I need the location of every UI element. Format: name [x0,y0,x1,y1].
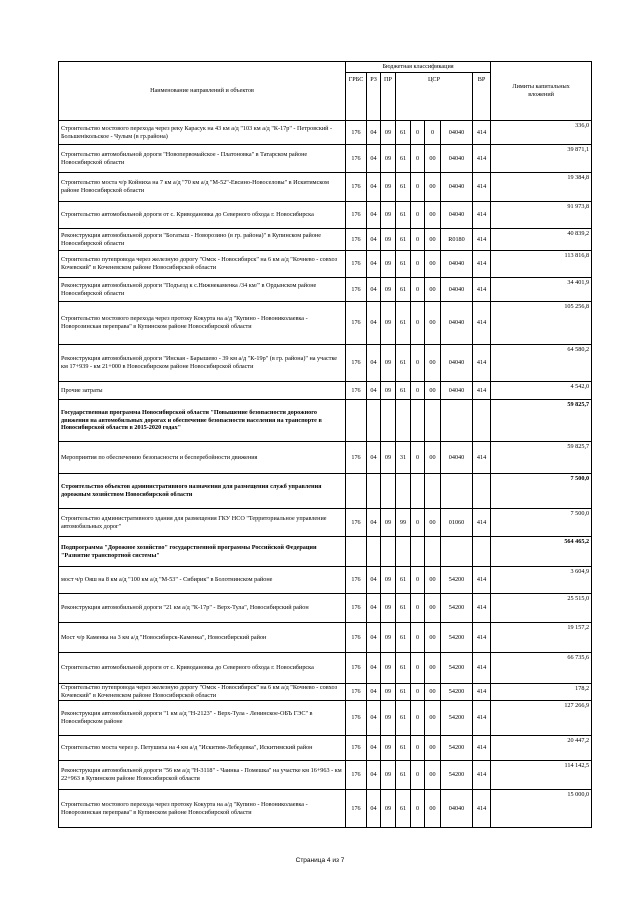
row-grbs: 176 [346,382,367,400]
row-pr: 09 [381,229,396,251]
row-vr: 414 [473,653,491,684]
row-c4: 04040 [441,173,473,202]
row-pr [381,400,396,442]
row-c2 [411,474,425,509]
row-amount: 4 542,0 [491,382,592,400]
row-vr: 414 [473,278,491,302]
row-amount: 64 580,2 [491,345,592,382]
row-c3: 00 [425,567,441,594]
row-amount: 19 384,8 [491,173,592,202]
row-pr: 09 [381,594,396,623]
table-row [59,278,592,302]
row-grbs: 176 [346,594,367,623]
row-c1: 61 [396,684,411,701]
row-c3: 00 [425,761,441,790]
row-name: Строительство объектов административного назначения для размещения служб управления дорожным хозяйством Новосибирской области [59,474,346,509]
row-name: Реконструкция автомобильной дороги "56 км а/д "Н-3118" - Чаинка - Помешка" на участке км 16+963 - км 22+963 в Купинском районе Новосибирской области [59,761,346,790]
row-c2: 0 [411,345,425,382]
row-amount: 25 515,0 [491,594,592,623]
row-name: Строительство моста ч/р Койниха на 7 км а/д "70 км а/д "М-52"-Евсино-Новоселовы" в Искитимском районе Новосибирской области [59,173,346,202]
row-c2: 0 [411,684,425,701]
row-vr [473,400,491,442]
row-grbs: 176 [346,345,367,382]
row-rz [367,537,381,567]
row-grbs: 176 [346,229,367,251]
row-c4 [441,400,473,442]
header-grbs: ГРБС [346,73,367,121]
row-vr: 414 [473,173,491,202]
row-c2: 0 [411,173,425,202]
row-c2: 0 [411,761,425,790]
row-c4 [441,474,473,509]
row-amount: 39 871,1 [491,145,592,173]
row-name: Строительство автомобильной дороги от с. Криводановка до Северного обхода г. Новосибирска [59,202,346,229]
row-c1: 61 [396,345,411,382]
row-c3: 00 [425,251,441,278]
row-amount: 15 000,0 [491,790,592,828]
table-row [59,442,592,474]
row-grbs [346,400,367,442]
row-grbs: 176 [346,251,367,278]
row-pr: 09 [381,251,396,278]
row-vr: 414 [473,736,491,761]
row-c4: 54200 [441,623,473,653]
row-c1: 61 [396,229,411,251]
row-pr: 09 [381,653,396,684]
table-row [59,537,592,567]
row-grbs: 176 [346,736,367,761]
row-amount: 66 735,6 [491,653,592,684]
row-vr [473,537,491,567]
table-row [59,229,592,251]
row-rz: 04 [367,121,381,145]
header-name: Наименование направлений и объектов [59,62,346,121]
row-amount: 3 604,9 [491,567,592,594]
table-row [59,567,592,594]
row-c3: 00 [425,442,441,474]
row-name: Строительство мостового перехода через протоку Кокурта на а/д "Купино - Новониколаевка - Новорозинская переправа" в Купинском районе Новосибирской области [59,790,346,828]
row-grbs: 176 [346,567,367,594]
row-name: Государственная программа Новосибирской области "Повышение безопасности дорожного движения на автомобильных дорогах и обеспечение безопасности населения на транспорте в Новосибирской области в 2015-2020 годах" [59,400,346,442]
row-c3: 00 [425,509,441,537]
row-grbs: 176 [346,278,367,302]
row-pr: 09 [381,173,396,202]
row-c2: 0 [411,278,425,302]
row-c1: 61 [396,251,411,278]
row-amount: 40 839,2 [491,229,592,251]
row-pr: 09 [381,145,396,173]
row-c3: 00 [425,302,441,345]
row-grbs: 176 [346,302,367,345]
row-rz [367,474,381,509]
row-rz: 04 [367,761,381,790]
row-rz: 04 [367,567,381,594]
table-row [59,173,592,202]
row-name: Реконструкция автомобильной дороги "Богатыш - Новорозино (в гр. района)" в Купинском районе Новосибирской области [59,229,346,251]
row-grbs: 176 [346,701,367,736]
table-row [59,345,592,382]
row-amount: 20 447,2 [491,736,592,761]
row-pr: 09 [381,202,396,229]
row-c3: 00 [425,382,441,400]
row-rz: 04 [367,736,381,761]
row-c3: 00 [425,790,441,828]
row-c2: 0 [411,145,425,173]
row-rz: 04 [367,701,381,736]
row-c4: 04040 [441,382,473,400]
row-c2: 0 [411,594,425,623]
row-grbs: 176 [346,684,367,701]
row-amount: 105 256,8 [491,302,592,345]
row-rz: 04 [367,229,381,251]
row-name: Реконструкция автомобильной дороги "Подъезд к с.Нижнекаменка /34 км/" в Ордынском районе Новосибирской области [59,278,346,302]
row-pr: 09 [381,701,396,736]
row-vr: 414 [473,121,491,145]
row-amount: 564 465,2 [491,537,592,567]
row-rz: 04 [367,345,381,382]
row-c2: 0 [411,701,425,736]
row-name: Реконструкция автомобильной дороги "1 км а/д "Н-2123" - Верх-Тула - Ленинское-ОБЪ ГЭС" в Новосибирском районе [59,701,346,736]
row-c1: 61 [396,761,411,790]
table-row [59,790,592,828]
row-amount: 59 825,7 [491,400,592,442]
row-c3: 00 [425,229,441,251]
row-c1: 61 [396,382,411,400]
row-c1: 61 [396,567,411,594]
row-vr: 414 [473,302,491,345]
row-c2 [411,537,425,567]
table-row [59,474,592,509]
row-c3: 0 [425,121,441,145]
row-name: Строительство путепровода через железную дорогу "Омск - Новосибирск" на 6 км а/д "Кочнево - совхоз Кочевский" в Коченевском районе Новосибирской области [59,251,346,278]
row-c4: 04040 [441,790,473,828]
table-row [59,202,592,229]
row-vr: 414 [473,442,491,474]
row-name: Реконструкция автомобильной дороги "Инская - Барышево - 39 км а/д "К-19р" (в гр. района)" на участке км 17+939 - км 21+000 в Новосибирском районе Новосибирской области [59,345,346,382]
row-rz: 04 [367,442,381,474]
row-pr [381,537,396,567]
table-row [59,145,592,173]
row-name: Строительство мостового перехода через протоку Кокурта на а/д "Купино - Новониколаевка - Новорозинская переправа" в Купинском районе Новосибирской области [59,302,346,345]
row-name: Строительство моста через р. Петушиха на 4 км а/д "Искитим-Лебедевка", Искитимский район [59,736,346,761]
row-name: Строительство автомобильной дороги "Новопервомайское - Платоновка" в Татарском районе Новосибирской области [59,145,346,173]
row-vr: 414 [473,382,491,400]
row-c1: 61 [396,623,411,653]
row-c4 [441,537,473,567]
row-amount: 7 500,0 [491,509,592,537]
row-pr: 09 [381,382,396,400]
row-rz: 04 [367,382,381,400]
table-row [59,736,592,761]
row-vr: 414 [473,701,491,736]
row-c1: 61 [396,736,411,761]
row-c2: 0 [411,653,425,684]
row-c4: 54200 [441,594,473,623]
row-rz: 04 [367,173,381,202]
row-grbs: 176 [346,623,367,653]
row-c1: 61 [396,278,411,302]
row-vr: 414 [473,345,491,382]
row-grbs: 176 [346,202,367,229]
header-limits: Лимиты капитальных вложений [491,62,592,121]
table-row [59,121,592,145]
row-c1: 61 [396,701,411,736]
row-amount: 178,2 [491,684,592,701]
row-grbs: 176 [346,790,367,828]
row-vr [473,474,491,509]
row-rz: 04 [367,594,381,623]
row-c4: 04040 [441,302,473,345]
row-rz: 04 [367,251,381,278]
row-rz: 04 [367,278,381,302]
row-grbs: 176 [346,173,367,202]
row-rz: 04 [367,145,381,173]
row-rz: 04 [367,653,381,684]
row-c4: 04040 [441,278,473,302]
row-pr [381,474,396,509]
table-row [59,509,592,537]
row-name: Мост ч/р Каменка на 3 км а/д "Новосибирск-Каменка", Новосибирский район [59,623,346,653]
row-vr: 414 [473,509,491,537]
table-row [59,594,592,623]
row-c1: 61 [396,173,411,202]
row-c4: 01060 [441,509,473,537]
row-c2 [411,400,425,442]
row-pr: 09 [381,684,396,701]
row-name: Строительство путепровода через железную дорогу "Омск - Новосибирск" на 6 км а/д "Кочнево - совхоз Кочевский" в Коченевском районе Новосибирской области [59,684,346,701]
header-budget-class: Бюджетная классификация [346,62,491,73]
row-pr: 09 [381,567,396,594]
row-rz: 04 [367,302,381,345]
row-amount: 91 973,8 [491,202,592,229]
row-pr: 09 [381,442,396,474]
row-amount: 113 816,8 [491,251,592,278]
row-name: Строительство автомобильной дороги от с. Криводановка до Северного обхода г. Новосибирска [59,653,346,684]
row-c1: 31 [396,442,411,474]
row-c3: 00 [425,701,441,736]
row-c2: 0 [411,229,425,251]
row-c2: 0 [411,202,425,229]
row-pr: 09 [381,302,396,345]
row-c4: 04040 [441,251,473,278]
row-grbs: 176 [346,121,367,145]
row-c2: 0 [411,382,425,400]
row-name: Мероприятия по обеспечению безопасности и бесперебойности движения [59,442,346,474]
row-c4: 04040 [441,145,473,173]
row-c2: 0 [411,302,425,345]
row-c3: 00 [425,594,441,623]
row-c3 [425,400,441,442]
row-c3: 00 [425,173,441,202]
header-pr: ПР [381,73,396,121]
row-c1: 61 [396,790,411,828]
row-vr: 414 [473,202,491,229]
row-c3: 00 [425,684,441,701]
row-c1: 61 [396,302,411,345]
row-vr: 414 [473,684,491,701]
page-number: Страница 4 из 7 [295,857,345,864]
row-amount: 127 266,9 [491,701,592,736]
row-c4: 04040 [441,121,473,145]
row-amount: 7 500,0 [491,474,592,509]
row-rz: 04 [367,623,381,653]
row-pr: 09 [381,509,396,537]
row-name: Подпрограмма "Дорожное хозяйство" государственной программы Российской Федерации "Развитие транспортной системы" [59,537,346,567]
row-amount: 336,0 [491,121,592,145]
row-vr: 414 [473,251,491,278]
row-c1: 61 [396,594,411,623]
row-grbs [346,537,367,567]
row-vr: 414 [473,145,491,173]
row-c1 [396,537,411,567]
header-csr: ЦСР [396,73,473,121]
row-name: Строительство мостового перехода через реку Карасук на 43 км а/д "103 км а/д "К-17р" - Петровский - Большенікольское - Чулым (в гр.района) [59,121,346,145]
header-row-1 [59,62,592,73]
row-c2: 0 [411,567,425,594]
row-c2: 0 [411,790,425,828]
table-row [59,251,592,278]
header-vr: ВР [473,73,491,121]
row-c2: 0 [411,509,425,537]
row-c4: 54200 [441,653,473,684]
row-c2: 0 [411,623,425,653]
row-c4: 54200 [441,736,473,761]
table-row [59,382,592,400]
row-vr: 414 [473,594,491,623]
header-rz: РЗ [367,73,381,121]
table-row [59,623,592,653]
budget-table [58,61,592,828]
row-c3: 00 [425,278,441,302]
row-vr: 414 [473,623,491,653]
row-c3: 00 [425,345,441,382]
row-name: Реконструкция автомобильной дороги "21 км а/д "К-17р" - Верх-Тула", Новосибирский район [59,594,346,623]
row-grbs: 176 [346,761,367,790]
row-c4: 04040 [441,442,473,474]
row-vr: 414 [473,567,491,594]
row-pr: 09 [381,736,396,761]
row-amount: 19 157,2 [491,623,592,653]
row-c4: 54200 [441,761,473,790]
row-c3 [425,474,441,509]
row-c1 [396,474,411,509]
row-rz [367,400,381,442]
row-pr: 09 [381,761,396,790]
table-row [59,653,592,684]
row-c3: 00 [425,736,441,761]
row-c4: 04040 [441,345,473,382]
row-c3: 00 [425,145,441,173]
row-pr: 09 [381,790,396,828]
table-row [59,302,592,345]
row-grbs [346,474,367,509]
row-c1: 99 [396,509,411,537]
row-c3: 00 [425,623,441,653]
table-row [59,684,592,701]
row-name: Прочие затраты [59,382,346,400]
row-c2: 0 [411,442,425,474]
row-pr: 09 [381,623,396,653]
row-grbs: 176 [346,442,367,474]
row-c4: 54200 [441,567,473,594]
row-c3: 00 [425,202,441,229]
row-c2: 0 [411,251,425,278]
row-c2: 0 [411,121,425,145]
row-c4: R0180 [441,229,473,251]
row-c1: 61 [396,121,411,145]
row-name: мост ч/р Ояш на 8 км а/д "100 км а/д "М-53" - Сибирик" в Болотнинском районе [59,567,346,594]
table-row [59,400,592,442]
row-c3: 00 [425,653,441,684]
row-amount: 59 825,7 [491,442,592,474]
row-c2: 0 [411,736,425,761]
row-c1: 61 [396,145,411,173]
row-amount: 34 401,9 [491,278,592,302]
row-grbs: 176 [346,145,367,173]
row-vr: 414 [473,761,491,790]
row-grbs: 176 [346,509,367,537]
table-row [59,701,592,736]
row-vr: 414 [473,790,491,828]
row-c4: 54200 [441,701,473,736]
row-name: Строительство административного здания для размещения ГКУ НСО "Территориальное управление автомобильных дорог" [59,509,346,537]
row-rz: 04 [367,790,381,828]
row-rz: 04 [367,509,381,537]
row-c1: 61 [396,653,411,684]
row-rz: 04 [367,202,381,229]
row-rz: 04 [367,684,381,701]
row-vr: 414 [473,229,491,251]
table-row [59,761,592,790]
row-c1: 61 [396,202,411,229]
row-c4: 04040 [441,202,473,229]
row-c1 [396,400,411,442]
row-c4: 54200 [441,684,473,701]
row-grbs: 176 [346,653,367,684]
table-body [59,62,592,828]
row-pr: 09 [381,345,396,382]
row-pr: 09 [381,278,396,302]
row-pr: 09 [381,121,396,145]
row-c3 [425,537,441,567]
row-amount: 114 142,5 [491,761,592,790]
